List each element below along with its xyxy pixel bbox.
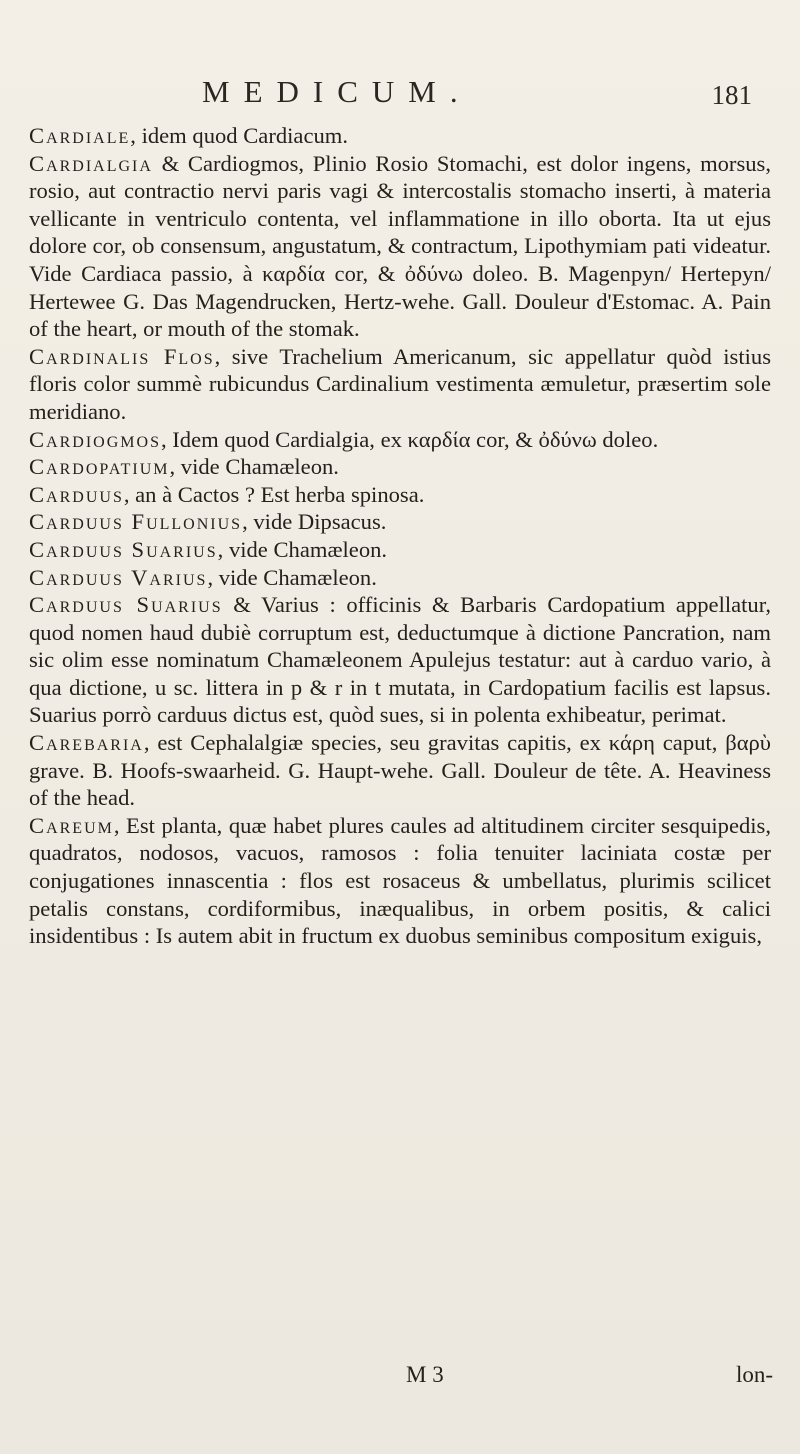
entry-body: & Cardiogmos, Plinio Rosio Stomachi, est dolor ingens, morsus, rosio, aut contractio nervi paris vagi & intercostalis stomacho inserti, à materia vellicante in ventriculo contenta, vel inflammatione in illo oborta. Ita ut ejus dolore cor, ob consensum, angustatum, & contractum, Lipothymiam pati videatur. Vide Cardiaca passio, à καρδία cor, & ὀδύνω doleo. B. Magenpyn/ Hertepyn/ Hertewee G. Das Magendrucken, Hertz-wehe. Gall. Douleur d'Estomac. A. Pain of the heart, or mouth of the stomak. [29, 150, 771, 342]
dictionary-entry [29, 812, 771, 950]
catchword: lon- [736, 1362, 774, 1387]
entry-headword: Careum [29, 812, 114, 838]
dictionary-entry [29, 426, 771, 454]
running-title: MEDICUM. [202, 74, 472, 109]
dictionary-entry [29, 508, 771, 536]
entry-headword: Cardiale [29, 123, 131, 148]
entry-body: , est Cephalalgiæ species, seu gravitas capitis, ex κάρη caput, βαρὺ grave. B. Hoofs-swaarheid. G. Haupt-wehe. Gall. Douleur de tête. A. Heaviness of the head. [29, 730, 771, 811]
dictionary-entry [29, 729, 771, 812]
dictionary-text [29, 122, 771, 950]
dictionary-entry [29, 536, 771, 564]
page-footer [0, 1362, 800, 1402]
dictionary-entry [29, 481, 771, 509]
entry-headword: Cardialgia [29, 150, 153, 176]
entry-body: , Idem quod Cardialgia, ex καρδία cor, & ὀδύνω doleo. [160, 426, 659, 452]
entry-body: , sive Trachelium Americanum, sic appellatur quòd istius floris color summè rubicundus Cardinalium vestimenta æmuletur, præsertim sole meridiano. [29, 343, 771, 424]
dictionary-entry [29, 591, 771, 729]
entry-headword: Carduus Suarius [29, 592, 223, 618]
dictionary-entry [29, 564, 771, 592]
dictionary-entry [29, 150, 771, 343]
entry-headword: Carduus [29, 481, 124, 507]
entry-body: , vide Dipsacus. [242, 509, 387, 535]
entry-body: , vide Chamæleon. [217, 536, 388, 562]
entry-headword: Cardiogmos [29, 426, 161, 452]
entry-body: , idem quod Cardiacum. [130, 123, 349, 148]
page-number: 181 [711, 80, 752, 110]
entry-headword: Cardinalis Flos [29, 343, 215, 369]
entry-headword: Cardopatium [29, 454, 170, 480]
entry-body: , Est planta, quæ habet plures caules ad altitudinem circiter sesquipedis, quadratos, nodosos, vacuos, ramosos : folia tenuiter laciniata costæ per conjugationes innascentia : flos est rosaceus & umbellatus, plurimis scilicet petalis constans, cordiformibus, inæqualibus, in orbem positis, & calici insidentibus : Is autem abit in fructum ex duobus seminibus compositum exiguis, [29, 812, 771, 949]
dictionary-entry [29, 122, 771, 150]
dictionary-entry [29, 453, 771, 481]
entry-body: , vide Chamæleon. [169, 454, 339, 480]
entry-headword: Carebaria [29, 730, 144, 756]
dictionary-entry [29, 343, 771, 426]
entry-headword: Carduus Fullonius [29, 509, 243, 535]
entry-headword: Carduus Suarius [29, 536, 218, 562]
page-header [0, 74, 800, 118]
entry-body: , an à Cactos ? Est herba spinosa. [123, 481, 425, 507]
signature-mark: M 3 [406, 1362, 444, 1387]
entry-headword: Carduus Varius [29, 564, 208, 590]
entry-body: & Varius : officinis & Barbaris Cardopatium appellatur, quod nomen haud dubiè corruptum est, deductumque à dictione Pancration, nam sic olim esse nominatum Chamæleonem Apulejus testatur: aut à carduo vario, à qua dictione, u sc. littera in p & r in t mutata, in Cardopatium facilis est lapsus. Suarius porrò carduus dictus est, quòd sues, si in polenta exhibeatur, perimat. [29, 592, 772, 728]
entry-body: , vide Chamæleon. [207, 564, 377, 590]
